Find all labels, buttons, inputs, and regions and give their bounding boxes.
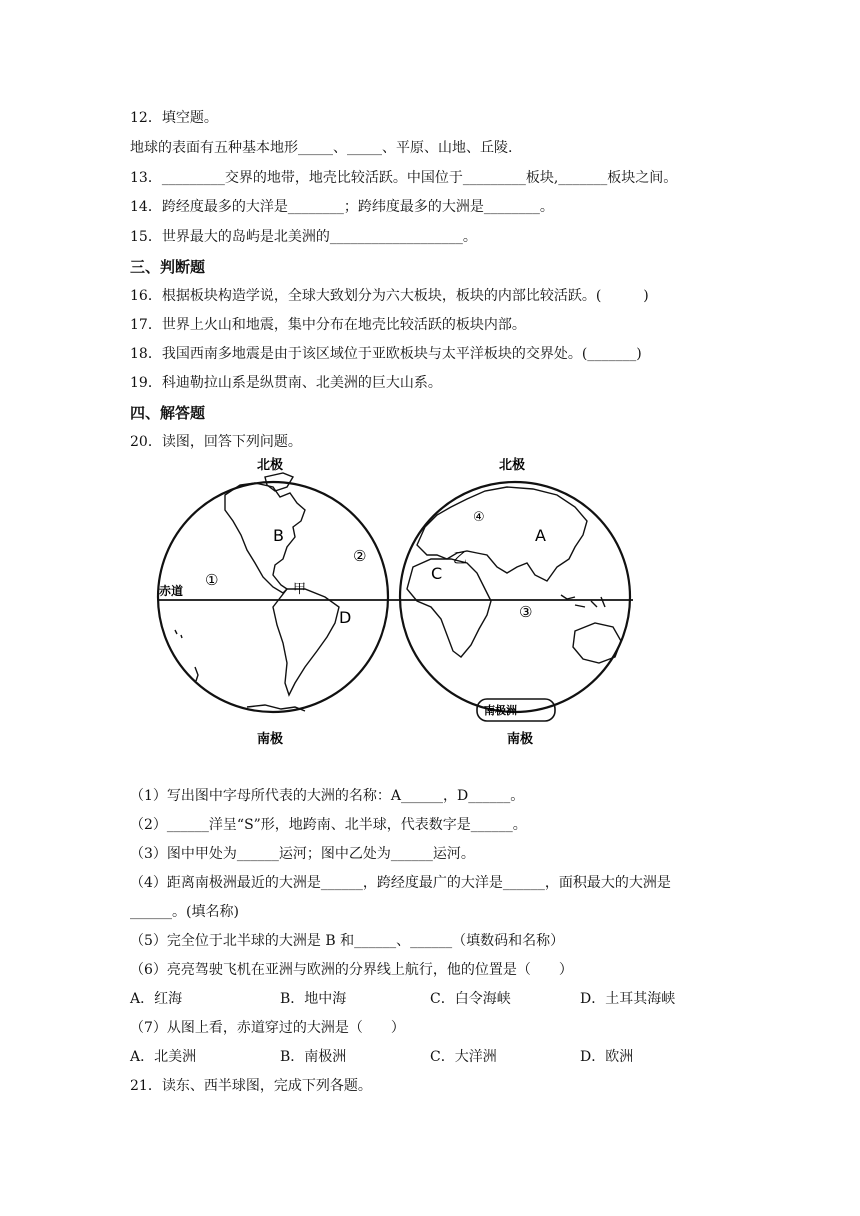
q13-text: 13．_________交界的地带，地壳比较活跃。中国位于_________板块,_______板块之间。 [130, 170, 678, 186]
ocean-1-label: ① [205, 571, 219, 589]
eastern-hemisphere-circle [400, 482, 630, 712]
indonesia-islands-shape [561, 595, 605, 607]
western-hemisphere-circle [158, 482, 388, 712]
q20-sub4a: （4）距离南极洲最近的大洲是______，跨经度最广的大洋是______，面积最大的大洲是 [130, 875, 671, 891]
ocean-2-label: ② [353, 547, 367, 565]
north-pole-west-label: 北极 [257, 458, 284, 473]
q20-sub6: （6）亮亮驾驶飞机在亚洲与欧洲的分界线上航行，他的位置是（ ） [130, 962, 573, 978]
q20-sub7-option-d: D．欧洲 [580, 1049, 634, 1065]
equator-label: 赤道 [159, 584, 184, 598]
q15-text: 15．世界最大的岛屿是北美洲的___________________。 [130, 229, 477, 245]
q20-sub7-option-b: B．南极洲 [280, 1049, 347, 1065]
jia-canal-label: 甲 [293, 582, 307, 597]
q12-text: 地球的表面有五种基本地形_____、_____、平原、山地、丘陵. [130, 140, 513, 156]
continent-b-label: B [273, 526, 284, 545]
ocean-4-label: ④ [473, 510, 485, 525]
q16-text: 16．根据板块构造学说，全球大致划分为六大板块，板块的内部比较活跃。( ) [130, 288, 649, 304]
section-judgement-heading: 三、判断题 [130, 258, 206, 276]
africa-shape [407, 559, 491, 657]
q20-sub7-option-c: C．大洋洲 [430, 1049, 497, 1065]
north-america-shape [225, 483, 305, 593]
q20-sub6-option-a: A．红海 [130, 991, 183, 1007]
section-answer-heading: 四、解答题 [130, 404, 206, 422]
q20-sub3: （3）图中甲处为______运河；图中乙处为______运河。 [130, 846, 475, 862]
q12-title: 12．填空题。 [130, 110, 218, 126]
eurasia-shape [417, 487, 587, 581]
q17-text: 17．世界上火山和地震，集中分布在地壳比较活跃的板块内部。 [130, 317, 526, 333]
q20-sub6-option-b: B．地中海 [280, 991, 347, 1007]
antarctica-label: 南极洲 [484, 704, 517, 717]
q20-sub7-option-a: A．北美洲 [130, 1049, 197, 1065]
north-pole-east-label: 北极 [499, 458, 526, 473]
ocean-3-label: ③ [519, 603, 533, 621]
q20-sub2: （2）______洋呈“S”形，地跨南、北半球，代表数字是______。 [130, 817, 527, 833]
q20-title: 20．读图，回答下列问题。 [130, 434, 302, 450]
q20-sub6-option-d: D．土耳其海峡 [580, 991, 676, 1007]
q20-sub4b: ______。(填名称) [130, 904, 239, 920]
south-pole-east-label: 南极 [507, 732, 534, 747]
continent-d-label: D [339, 608, 352, 627]
q18-text: 18．我国西南多地震是由于该区域位于亚欧板块与太平洋板块的交界处。(_______) [130, 346, 642, 362]
yi-canal-label: 乙 [453, 551, 467, 567]
q20-sub5: （5）完全位于北半球的大洲是 B 和______、______（填数码和名称） [130, 933, 565, 949]
south-pole-west-label: 南极 [257, 732, 284, 747]
continent-c-label: C [431, 564, 443, 583]
south-america-shape [273, 589, 339, 695]
continent-a-label: A [535, 526, 546, 545]
q20-sub7: （7）从图上看，赤道穿过的大洲是（ ） [130, 1020, 405, 1036]
q21-title: 21．读东、西半球图，完成下列各题。 [130, 1078, 372, 1094]
q20-sub6-option-c: C．白令海峡 [430, 991, 511, 1007]
q14-text: 14．跨经度最多的大洋是________；跨纬度最多的大洲是________。 [130, 199, 554, 215]
q19-text: 19．科迪勒拉山系是纵贯南、北美洲的巨大山系。 [130, 375, 442, 391]
hemispheres-map [155, 455, 645, 750]
q20-sub1: （1）写出图中字母所代表的大洲的名称：A______，D______。 [130, 788, 525, 804]
australia-shape [573, 623, 621, 663]
